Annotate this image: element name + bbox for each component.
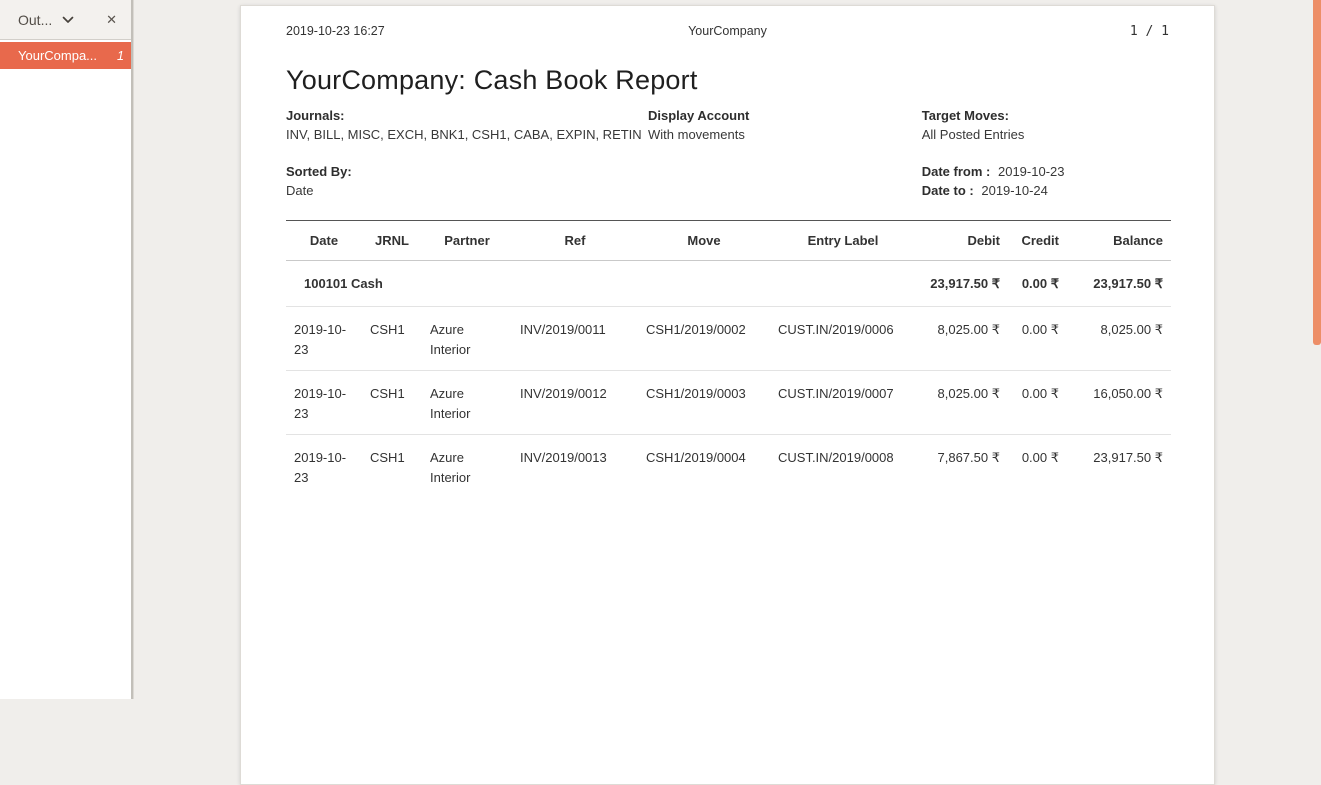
sorted-by-value: Date <box>286 183 314 198</box>
cell-balance: 16,050.00 ₹ <box>1067 371 1171 435</box>
display-account-label: Display Account <box>648 108 750 123</box>
cell-balance: 23,917.50 ₹ <box>1093 450 1163 465</box>
outline-item-page-number: 1 <box>117 48 124 63</box>
cell-partner: Azure Interior <box>430 450 471 485</box>
close-icon[interactable]: ✕ <box>106 12 117 27</box>
target-moves-value: All Posted Entries <box>921 127 1025 142</box>
report-pagination: 1 / 1 <box>1129 24 1169 39</box>
cell-move: CSH1/2019/0002 <box>638 307 770 371</box>
col-header-jrnl: JRNL <box>362 221 422 261</box>
sidebar-header <box>0 0 131 40</box>
cell-debit: 7,867.50 ₹ <box>937 450 1000 465</box>
report-datetime: 2019-10-23 16:27 <box>286 24 385 38</box>
sorted-by-label: Sorted By: <box>286 164 352 179</box>
cell-debit: 8,025.00 ₹ <box>916 307 1008 371</box>
document-viewport <box>134 0 1321 699</box>
cell-jrnl: CSH1 <box>362 371 422 435</box>
cell-ref: INV/2019/0013 <box>520 450 607 465</box>
date-to-value: 2019-10-24 <box>981 183 1048 198</box>
table-header-row <box>286 221 1171 261</box>
cell-balance: 8,025.00 ₹ <box>1067 307 1171 371</box>
journals-value: INV, BILL, MISC, EXCH, BNK1, CSH1, CABA, EXPIN, RETIN <box>286 127 642 142</box>
cell-debit: 8,025.00 ₹ <box>916 371 1008 435</box>
date-from-value: 2019-10-23 <box>997 164 1065 179</box>
display-account-value: With movements <box>648 127 745 142</box>
account-name: 100101 Cash <box>286 261 916 307</box>
report-company: YourCompany <box>688 24 767 38</box>
account-credit: 0.00 ₹ <box>1008 261 1067 307</box>
cell-ref: INV/2019/0012 <box>512 371 638 435</box>
pdf-page <box>240 5 1215 785</box>
account-summary-row <box>286 261 1171 307</box>
col-header-date: Date <box>286 221 362 261</box>
account-debit: 23,917.50 ₹ <box>916 261 1008 307</box>
col-header-debit: Debit <box>916 221 1008 261</box>
outline-sidebar <box>0 0 131 699</box>
report-meta <box>286 108 1169 198</box>
cell-jrnl: CSH1 <box>370 450 405 465</box>
cell-entry-label: CUST.IN/2019/0008 <box>778 450 894 465</box>
col-header-move: Move <box>638 221 770 261</box>
target-moves-label: Target Moves: <box>921 108 1009 123</box>
chevron-down-icon[interactable] <box>62 16 74 24</box>
cell-credit: 0.00 ₹ <box>1008 307 1067 371</box>
sidebar-view-dropdown[interactable]: Out... <box>18 11 53 28</box>
cell-move: CSH1/2019/0004 <box>646 450 746 465</box>
cell-jrnl: CSH1 <box>362 307 422 371</box>
cell-entry-label: CUST.IN/2019/0007 <box>770 371 916 435</box>
col-header-ref: Ref <box>512 221 638 261</box>
cell-date: 2019-10-23 <box>294 450 347 485</box>
col-header-balance: Balance <box>1067 221 1171 261</box>
outline-item[interactable] <box>0 42 131 69</box>
col-header-entry-label: Entry Label <box>770 221 916 261</box>
journals-label: Journals: <box>286 108 345 123</box>
cell-partner: Azure Interior <box>422 371 512 435</box>
cell-date: 2019-10-23 <box>286 307 362 371</box>
vertical-scrollbar-thumb[interactable] <box>1313 0 1321 345</box>
table-row <box>286 435 1171 499</box>
table-row <box>286 307 1171 371</box>
outline-item-label: YourCompa... <box>18 48 98 63</box>
cash-book-table <box>286 220 1171 498</box>
cell-partner: Azure Interior <box>422 307 512 371</box>
col-header-partner: Partner <box>422 221 512 261</box>
cell-credit: 0.00 ₹ <box>1008 371 1067 435</box>
account-balance: 23,917.50 ₹ <box>1067 261 1171 307</box>
date-from-label: Date from : <box>921 164 991 179</box>
sidebar-divider[interactable] <box>131 0 134 699</box>
table-row <box>286 371 1171 435</box>
cell-entry-label: CUST.IN/2019/0006 <box>770 307 916 371</box>
cell-date: 2019-10-23 <box>286 371 362 435</box>
cell-credit: 0.00 ₹ <box>1021 450 1059 465</box>
col-header-credit: Credit <box>1008 221 1067 261</box>
cell-ref: INV/2019/0011 <box>512 307 638 371</box>
report-title: YourCompany: Cash Book Report <box>286 65 698 95</box>
cell-move: CSH1/2019/0003 <box>638 371 770 435</box>
report-page-header <box>286 24 1169 39</box>
date-to-label: Date to : <box>921 183 974 198</box>
